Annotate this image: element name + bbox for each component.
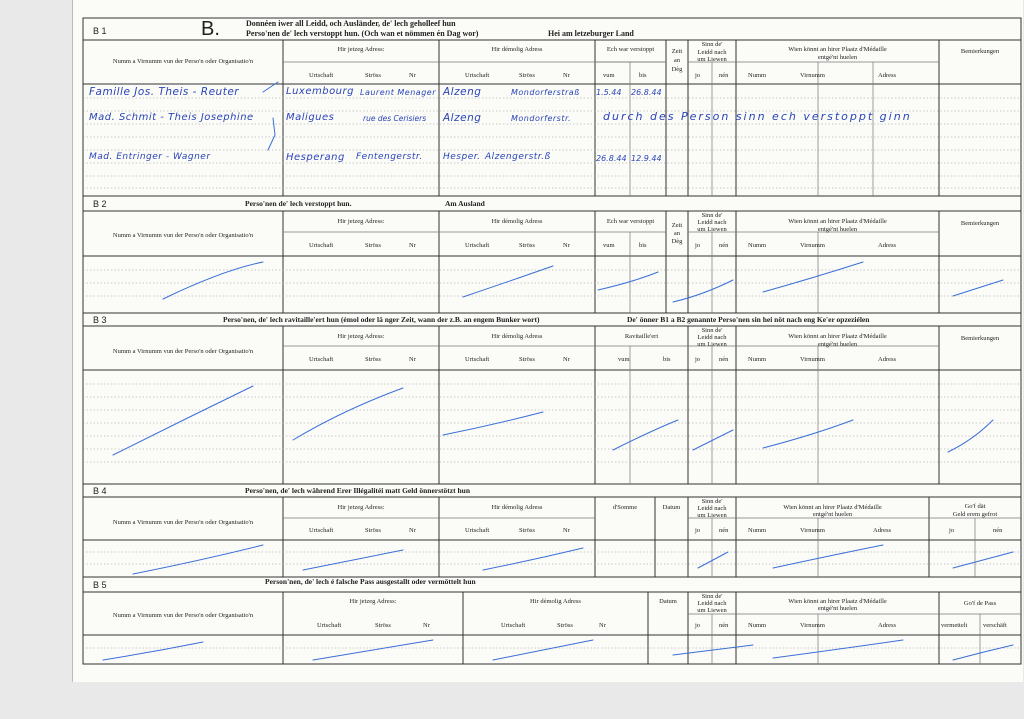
b2-title: Perso'nen de' lech verstoppt hun.: [245, 199, 352, 208]
heading-line2: Perso'nen de' lech verstoppt hun. (Och wan et nömmen én Dag wor): [246, 29, 479, 38]
b3-old-urtschaft: Urtschaft: [465, 356, 490, 363]
b4-gof-2: Geld erem gefrot: [952, 511, 998, 518]
b1-name-header: Numm a Virnumm vun der Perso'n oder Organisatio'n: [112, 58, 254, 65]
b5-medal-2: entgé'nt huelen: [817, 605, 858, 612]
heading-line2-right: Hei am letzeburger Land: [548, 29, 634, 38]
b1-former-address-header: Hir démolig Adress: [491, 46, 543, 53]
b5-title: Person'nen, de' lech é falsche Pass ausgestallt oder vermöttelt hun: [265, 577, 476, 586]
b1-adress: Adress: [878, 72, 897, 79]
b1-old-stross: Ströss: [519, 72, 535, 79]
b5-medal-1: Wien könnt an hirer Plaatz d'Médaille: [788, 598, 887, 605]
b1-an: an: [673, 57, 681, 64]
b1-row2-str: rue des Cerisiers: [363, 114, 427, 123]
b2-hidden: Ech war verstoppt: [606, 218, 655, 225]
b2-zeit: Zeit: [671, 222, 683, 229]
b5-nr: Nr: [423, 622, 430, 629]
b4-old-stross: Ströss: [519, 527, 535, 534]
section-label-b1: B 1: [93, 26, 107, 36]
b4-gof-nen: nén: [993, 527, 1003, 534]
b4-old-nr: Nr: [563, 527, 570, 534]
b3-stross: Ströss: [365, 356, 381, 363]
b4-name-header: Numm a Virnumm vun der Perso'n oder Organisatio'n: [112, 519, 254, 526]
b2-title-right: Am Ausland: [445, 199, 485, 208]
b2-current-address: Hir jetzeg Adress:: [337, 218, 385, 225]
b2-leidd: Leidd nach: [697, 219, 727, 226]
b3-sinn: Sinn de': [701, 327, 723, 334]
b1-row3-name: Mad. Entringer - Wagner: [89, 152, 211, 162]
b1-nr: Nr: [409, 72, 416, 79]
b4-medal-1: Wien könnt an hirer Plaatz d'Médaille: [783, 504, 882, 511]
b1-urtschaft: Urtschaft: [309, 72, 334, 79]
b1-liewen: um Liewen: [697, 56, 727, 63]
b5-current-address: Hir jetzeg Adress:: [349, 598, 397, 605]
b5-jo: jo: [695, 622, 701, 629]
b4-numm: Numm: [748, 527, 767, 534]
b2-nen: nén: [719, 242, 729, 249]
b1-row3-old-str: Alzengerstr.ß: [485, 152, 551, 162]
b2-name-header: Numm a Virnumm vun der Perso'n oder Organisatio'n: [112, 232, 254, 239]
b4-datum: Datum: [662, 504, 681, 511]
b2-former-address: Hir démolig Adress: [491, 218, 543, 225]
b2-adress: Adress: [878, 242, 897, 249]
b1-row1-old-ort: Alzeng: [443, 86, 482, 98]
b1-medal-1: Wien könnt an hirer Plaatz d'Médaille: [788, 46, 887, 53]
form-sheet: [72, 0, 1023, 682]
b3-title-right: De' önner B1 a B2 genannte Perso'nen sin hei nöt nach eng Ke'er opzeziélen: [627, 315, 870, 324]
b1-bemierkungen: Bemierkungen: [960, 48, 1000, 55]
section-label-b4: B 4: [93, 486, 107, 496]
b1-hidden-header: Ech war verstoppt: [606, 46, 655, 53]
b1-row1-old-str: Mondorferstraß: [511, 88, 580, 97]
b1-jo: jo: [695, 72, 701, 79]
b2-nr: Nr: [409, 242, 416, 249]
b2-sinn: Sinn de': [701, 212, 723, 219]
b3-nr: Nr: [409, 356, 416, 363]
b1-zeit: Zeit: [671, 48, 683, 55]
b1-row3-str: Fentengerstr.: [356, 152, 423, 162]
b1-sinn: Sinn de': [701, 41, 723, 48]
b5-leidd: Leidd nach: [697, 600, 727, 607]
b2-old-urtschaft: Urtschaft: [465, 242, 490, 249]
b4-sinn: Sinn de': [701, 498, 723, 505]
b1-row3-old-ort: Hesper.: [443, 152, 481, 162]
b3-jo: jo: [695, 356, 701, 363]
b3-medal-1: Wien könnt an hirer Plaatz d'Médaille: [788, 333, 887, 340]
b1-row2-old-str: Mondorferstr.: [511, 114, 572, 123]
b3-vum: vum: [618, 356, 630, 363]
b5-vermettelt: vermettelt: [941, 622, 968, 629]
b1-medal-2: entgé'nt huelen: [817, 54, 858, 61]
b1-old-nr: Nr: [563, 72, 570, 79]
b1-numm: Numm: [748, 72, 767, 79]
b4-stross: Ströss: [365, 527, 381, 534]
b4-gof-1: Go'f dät: [964, 503, 986, 510]
b4-nr: Nr: [409, 527, 416, 534]
b1-bis: bis: [639, 72, 647, 79]
b1-old-urtschaft: Urtschaft: [465, 72, 490, 79]
b4-urtschaft: Urtschaft: [309, 527, 334, 534]
b3-former-address: Hir démolig Adress: [491, 333, 543, 340]
b1-row1-ort: Luxembourg: [286, 86, 354, 97]
b5-virnumm: Virnumm: [800, 622, 825, 629]
b5-sinn: Sinn de': [701, 593, 723, 600]
b4-jo: jo: [695, 527, 701, 534]
b5-datum: Datum: [659, 598, 677, 605]
b1-row3-bis: 12.9.44: [631, 154, 662, 163]
b5-gof-pass: Go'f de Pass: [963, 600, 997, 607]
b4-adress: Adress: [873, 527, 892, 534]
b5-liewen: um Liewen: [697, 607, 727, 614]
b2-stross: Ströss: [365, 242, 381, 249]
b5-adress: Adress: [878, 622, 897, 629]
b3-title: Perso'nen, de' lech ravitaille'ert hun (émol oder lä nger Zeit, wann der z.B. an engem Bunker wort): [223, 315, 540, 324]
b1-row2-name: Mad. Schmit - Theis Josephine: [89, 112, 254, 123]
b3-nen: nén: [719, 356, 729, 363]
b1-vum: vum: [603, 72, 615, 79]
b1-leidd: Leidd nach: [697, 49, 727, 56]
b2-deg: Dèg: [671, 238, 683, 245]
b1-row2-old-ort: Alzeng: [443, 112, 482, 124]
section-label-b5: B 5: [93, 580, 107, 590]
b4-gof-jo: jo: [949, 527, 955, 534]
section-label-b3: B 3: [93, 315, 107, 325]
b4-title: Perso'nen, de' lech während Erer Illégalitéi matt Geld önnerstötzt hun: [245, 486, 470, 495]
b3-virnumm: Virnumm: [800, 356, 825, 363]
b1-row1-str: Laurent Menager: [360, 88, 436, 97]
b3-numm: Numm: [748, 356, 767, 363]
b4-leidd: Leidd nach: [697, 505, 727, 512]
b2-medal-2: entgé'nt huelen: [817, 226, 858, 233]
b1-stross: Ströss: [365, 72, 381, 79]
b3-adress: Adress: [878, 356, 897, 363]
section-label-b2: B 2: [93, 199, 107, 209]
b3-liewen: um Liewen: [697, 341, 727, 348]
b2-an: an: [673, 230, 681, 237]
b1-row2-note: durch des Person sinn ech verstoppt ginn: [603, 110, 912, 123]
b2-old-stross: Ströss: [519, 242, 535, 249]
b3-old-nr: Nr: [563, 356, 570, 363]
b2-old-nr: Nr: [563, 242, 570, 249]
b3-medal-2: entgé'nt huelen: [817, 341, 858, 348]
b5-urtschaft: Urtschaft: [317, 622, 342, 629]
b1-row1-name: Famille Jos. Theis - Reuter: [89, 86, 240, 98]
b3-name-header: Numm a Virnumm vun der Perso'n oder Organisatio'n: [112, 348, 254, 355]
form-letter: B.: [201, 18, 220, 40]
b1-row1-vum: 1.5.44: [596, 88, 622, 97]
b5-old-nr: Nr: [599, 622, 606, 629]
b1-nen: nén: [719, 72, 729, 79]
b1-row3-ort: Hesperang: [286, 152, 345, 163]
b1-deg: Dèg: [671, 66, 683, 73]
b1-current-address-header: Hir jetzeg Adress:: [337, 46, 385, 53]
heading-line1: Donnéen iwer all Leidd, och Ausländer, de' lech geholleef hun: [246, 19, 456, 28]
b3-ravitailleert: Ravitaille'ert: [624, 333, 659, 340]
b2-liewen: um Liewen: [697, 226, 727, 233]
b4-liewen: um Liewen: [697, 512, 727, 519]
b1-virnumm: Virnumm: [800, 72, 825, 79]
b5-numm: Numm: [748, 622, 767, 629]
b2-numm: Numm: [748, 242, 767, 249]
b5-stross: Ströss: [375, 622, 391, 629]
b4-medal-2: entgé'nt huelen: [812, 511, 853, 518]
b5-verschafft: verschäft: [983, 622, 1007, 629]
b4-old-urtschaft: Urtschaft: [465, 527, 490, 534]
b3-current-address: Hir jetzeg Adress:: [337, 333, 385, 340]
b4-dsomme: d'Somme: [612, 504, 638, 511]
b5-former-address: Hir démolig Adress: [530, 598, 581, 605]
b2-virnumm: Virnumm: [800, 242, 825, 249]
b2-jo: jo: [695, 242, 701, 249]
b4-current-address: Hir jetzeg Adress:: [337, 504, 385, 511]
b2-urtschaft: Urtschaft: [309, 242, 334, 249]
b1-row1-bis: 26.8.44: [631, 88, 662, 97]
b4-virnumm: Virnumm: [800, 527, 825, 534]
b5-name-header: Numm a Virnumm vun der Perso'n oder Organisatio'n: [112, 612, 254, 619]
b4-former-address: Hir démolig Adress: [491, 504, 543, 511]
b1-row2-ort: Maligues: [286, 112, 335, 123]
b1-row3-vum: 26.8.44: [596, 154, 627, 163]
b2-vum: vum: [603, 242, 615, 249]
b2-medal-1: Wien könnt an hirer Plaatz d'Médaille: [788, 218, 887, 225]
b3-leidd: Leidd nach: [697, 334, 727, 341]
b5-old-stross: Ströss: [557, 622, 573, 629]
b3-bis: bis: [663, 356, 671, 363]
b3-old-stross: Ströss: [519, 356, 535, 363]
b4-nen: nén: [719, 527, 729, 534]
b3-urtschaft: Urtschaft: [309, 356, 334, 363]
b5-nen: nén: [719, 622, 729, 629]
b3-bemierkungen: Bemierkungen: [960, 335, 1000, 342]
b5-old-urtschaft: Urtschaft: [501, 622, 526, 629]
b2-bis: bis: [639, 242, 647, 249]
b2-bemierkungen: Bemierkungen: [960, 220, 1000, 227]
